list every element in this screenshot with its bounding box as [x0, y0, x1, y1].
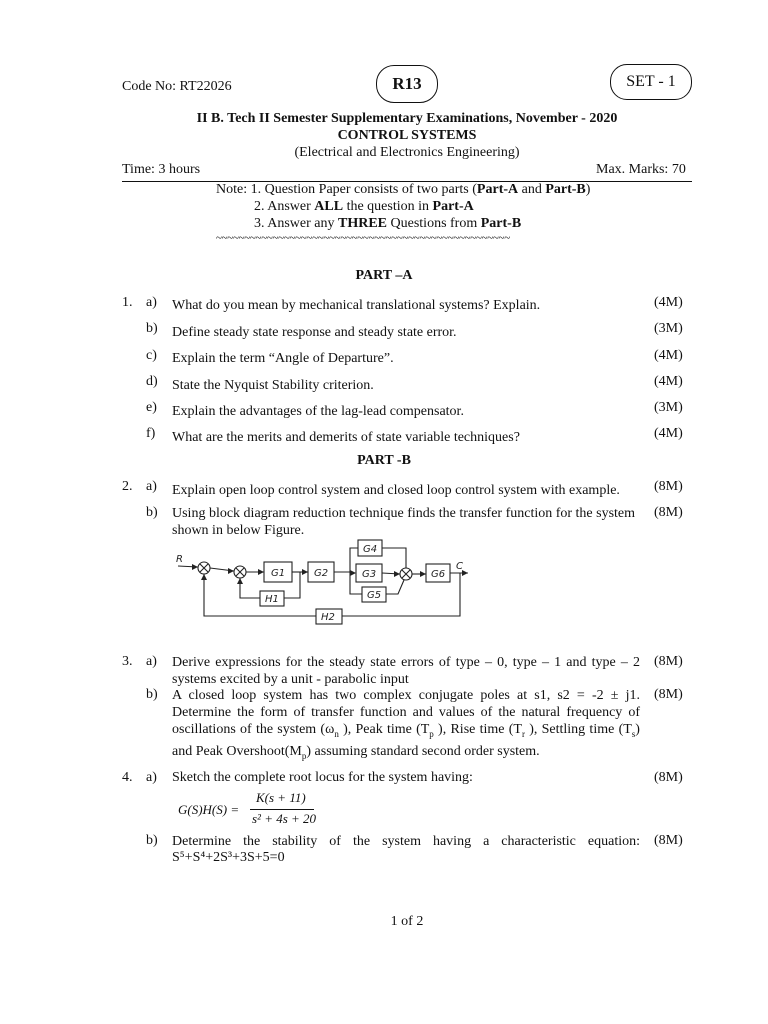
note-line-3: 3. Answer any THREE Questions from Part-B — [254, 216, 522, 231]
max-marks-label: Max. Marks: 70 — [596, 162, 686, 177]
item-marks: (4M) — [654, 426, 683, 441]
branch-name: (Electrical and Electronics Engineering) — [294, 145, 520, 160]
q2b-letter: b) — [146, 505, 158, 520]
block-h1-label: H1 — [265, 594, 279, 605]
part-b-heading: PART -B — [357, 453, 411, 468]
characteristic-equation: S⁵+S⁴+2S³+3S+5=0 — [172, 850, 285, 865]
output-label: C — [456, 561, 463, 572]
block-g6-label: G6 — [431, 569, 446, 580]
q4a-text: Sketch the complete root locus for the system having: — [172, 770, 473, 785]
item-text: What are the merits and demerits of state variable techniques? — [172, 430, 520, 445]
item-text: Explain the term “Angle of Departure”. — [172, 351, 394, 366]
q3b-text: A closed loop system has two complex conjugate poles at s1, s2 = -2 ± j1. Determine the form of transfer function and values of the natural frequency of oscillations of the system ($\omega_n$ ), Peak time ($T_p$ ), Rise time ($T_r$ ), Settling time $(T_s)$ and Peak $Overshoot(M_p)$ assuming standard second order system. — [172, 688, 640, 761]
question-1-number: 1. — [122, 295, 133, 310]
time-label: Time: 3 hours — [122, 162, 201, 177]
q4b-text: Determine the stability of the system having a characteristic equation: — [172, 834, 640, 849]
note-line-1: Note: 1. Question Paper consists of two parts (Part-A and Part-B) — [216, 182, 591, 197]
question-2-number: 2. — [122, 479, 133, 494]
formula-lhs: G(S)H(S) = — [178, 802, 240, 817]
q3b-letter: b) — [146, 687, 158, 702]
q3a-marks: (8M) — [654, 654, 683, 669]
item-letter: a) — [146, 295, 157, 310]
input-label: R — [176, 554, 183, 565]
item-text: Define steady state response and steady state error. — [172, 325, 457, 340]
formula-fraction-bar — [250, 809, 314, 810]
block-g2-label: G2 — [314, 568, 329, 579]
formula-denominator: s² + 4s + 20 — [252, 811, 317, 826]
block-g4-label: G4 — [363, 544, 378, 555]
item-marks: (4M) — [654, 295, 683, 310]
item-marks: (4M) — [654, 374, 683, 389]
item-text: What do you mean by mechanical translational systems? Explain. — [172, 298, 541, 313]
regulation-badge: R13 — [376, 65, 438, 103]
q2a-marks: (8M) — [654, 479, 683, 494]
q4b-letter: b) — [146, 833, 158, 848]
q3a-letter: a) — [146, 654, 157, 669]
item-letter: d) — [146, 374, 158, 389]
set-badge: SET - 1 — [610, 64, 692, 100]
block-diagram — [172, 536, 472, 628]
question-3-number: 3. — [122, 654, 133, 669]
note-line-2: 2. Answer ALL the question in Part-A — [254, 199, 474, 214]
page-number: 1 of 2 — [390, 914, 424, 929]
exam-title: II B. Tech II Semester Supplementary Examinations, November - 2020 — [196, 111, 618, 126]
q3b-marks: (8M) — [654, 687, 683, 702]
item-letter: f) — [146, 426, 156, 441]
q2b-text: Using block diagram reduction technique finds the transfer function for the system shown in below Figure. — [172, 506, 636, 538]
block-g1-label: G1 — [271, 568, 286, 579]
item-letter: c) — [146, 348, 157, 363]
subject-title: CONTROL SYSTEMS — [337, 128, 477, 143]
item-text: State the Nyquist Stability criterion. — [172, 378, 374, 393]
item-text: Explain the advantages of the lag-lead compensator. — [172, 404, 464, 419]
q4a-marks: (8M) — [654, 770, 683, 785]
q2b-marks: (8M) — [654, 505, 683, 520]
item-marks: (3M) — [654, 321, 683, 336]
item-marks: (3M) — [654, 400, 683, 415]
block-g3-label: G3 — [362, 569, 377, 580]
q2a-letter: a) — [146, 479, 157, 494]
item-letter: b) — [146, 321, 158, 336]
q4b-marks: (8M) — [654, 833, 683, 848]
code-number: Code No: RT22026 — [122, 79, 232, 94]
q4a-letter: a) — [146, 770, 157, 785]
formula-numerator: K(s + 11) — [256, 790, 306, 805]
block-h2-label: H2 — [321, 612, 335, 623]
question-4-number: 4. — [122, 770, 133, 785]
block-g5-label: G5 — [367, 590, 382, 601]
item-letter: e) — [146, 400, 157, 415]
item-marks: (4M) — [654, 348, 683, 363]
q3a-text: Derive expressions for the steady state errors of type – 0, type – 1 and type – 2 systems excited by a unit - parabolic input — [172, 655, 640, 687]
part-a-heading: PART –A — [355, 268, 413, 283]
q2a-text: Explain open loop control system and closed loop control system with example. — [172, 483, 620, 498]
tilde-divider: ~~~~~~~~~~~~~~~~~~~~~~~~~~~~~~~~~~~~~~~~~~~~~~~~~~~~ — [216, 232, 510, 244]
